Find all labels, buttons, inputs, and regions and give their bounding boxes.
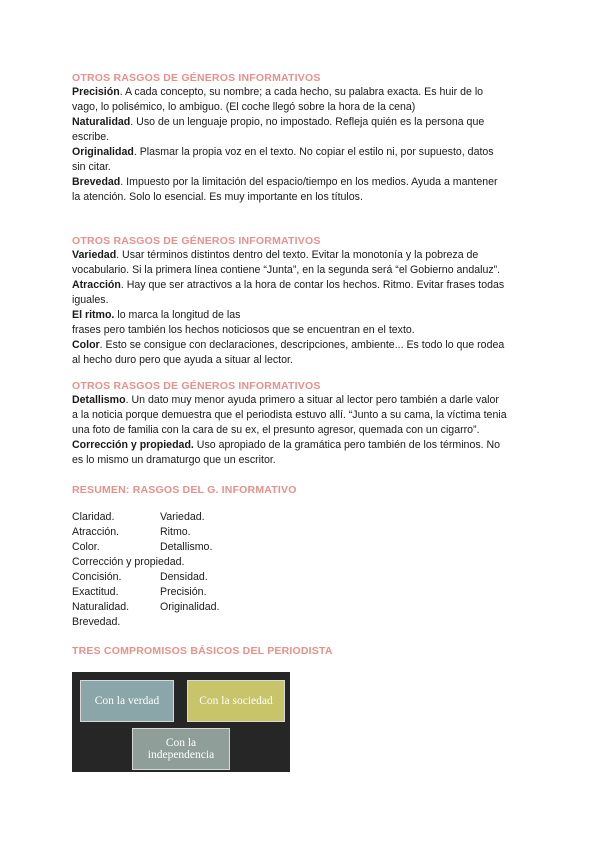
commitment-box-independence: Con la independencia — [132, 728, 230, 770]
term: Variedad — [72, 249, 117, 261]
paragraph: Detallismo. Un dato muy menor ayuda primero a situar al lector pero también a darle valor a la noticia porque demuestra que el periodista estuvo allí. “Junto a su cama, la víctima tenia una foto de familia con la cara de su ex, el presunto agresor, quemada con un cigarro”. — [72, 394, 507, 436]
paragraph: Color. Esto se consigue con declaraciones, descripciones, ambiente... Es todo lo que rodea al hecho duro pero que ayuda a situar al lector. — [72, 339, 505, 366]
section-heading: OTROS RASGOS DE GÉNEROS INFORMATIVOS — [72, 235, 321, 247]
commitments-heading: TRES COMPROMISOS BÁSICOS DEL PERIODISTA — [72, 645, 333, 657]
summary-row: Atracción. Ritmo. — [72, 526, 191, 538]
paragraph: Atracción. Hay que ser atractivos a la hora de contar los hechos. Ritmo. Evitar frases todas iguales. — [72, 279, 505, 306]
term: Naturalidad — [72, 116, 131, 128]
term: El ritmo. — [72, 309, 115, 321]
section-heading: OTROS RASGOS DE GÉNEROS INFORMATIVOS — [72, 72, 321, 84]
term: Originalidad — [72, 146, 134, 158]
term: Precisión — [72, 86, 120, 98]
summary-list — [72, 510, 372, 630]
section-body — [72, 85, 534, 205]
summary-row: Color. Detallismo. — [72, 541, 213, 553]
term: Corrección y propiedad. — [72, 439, 194, 451]
commitment-box-truth: Con la verdad — [80, 680, 174, 722]
summary-row: Claridad. Variedad. — [72, 511, 205, 523]
paragraph: Brevedad. Impuesto por la limitación del espacio/tiempo en los medios. Ayuda a mantener la atención. Solo lo esencial. Es muy importante en los títulos. — [72, 176, 498, 203]
section-heading: OTROS RASGOS DE GÉNEROS INFORMATIVOS — [72, 380, 321, 392]
commitments-diagram — [72, 672, 290, 772]
paragraph: Corrección y propiedad. Uso apropiado de la gramática pero también de los términos. No es lo mismo un dramaturgo que un escritor. — [72, 439, 501, 466]
paragraph: Variedad. Usar términos distintos dentro del texto. Evitar la monotonía y la pobreza de vocabulario. Si la primera línea contiene “Junta”, en la segunda será “el Gobierno andaluz”. — [72, 249, 501, 276]
summary-row: Concisión. Densidad. — [72, 571, 208, 583]
summary-row: Brevedad. — [72, 616, 121, 628]
paragraph: Precisión. A cada concepto, su nombre; a cada hecho, su palabra exacta. Es huir de lo vago, lo polisémico, lo ambiguo. (El coche llegó sobre la hora de la cena) — [72, 86, 484, 113]
section-body — [72, 393, 534, 468]
commitment-box-society: Con la sociedad — [187, 680, 285, 722]
summary-row: Naturalidad. Originalidad. — [72, 601, 220, 613]
summary-heading: RESUMEN: RASGOS DEL G. INFORMATIVO — [72, 484, 297, 496]
term: Detallismo — [72, 394, 126, 406]
term: Color — [72, 339, 100, 351]
summary-row: Exactitud. Precisión. — [72, 586, 207, 598]
term: Brevedad — [72, 176, 121, 188]
paragraph: El ritmo. lo marca la longitud de las frases pero también los hechos noticiosos que se encuentran en el texto. — [72, 309, 415, 336]
section-body — [72, 248, 534, 368]
summary-row: Corrección y propiedad. — [72, 556, 185, 568]
paragraph: Originalidad. Plasmar la propia voz en el texto. No copiar el estilo ni, por supuesto, datos sin citar. — [72, 146, 494, 173]
paragraph: Naturalidad. Uso de un lenguaje propio, no impostado. Refleja quién es la persona que escribe. — [72, 116, 485, 143]
term: Atracción — [72, 279, 121, 291]
